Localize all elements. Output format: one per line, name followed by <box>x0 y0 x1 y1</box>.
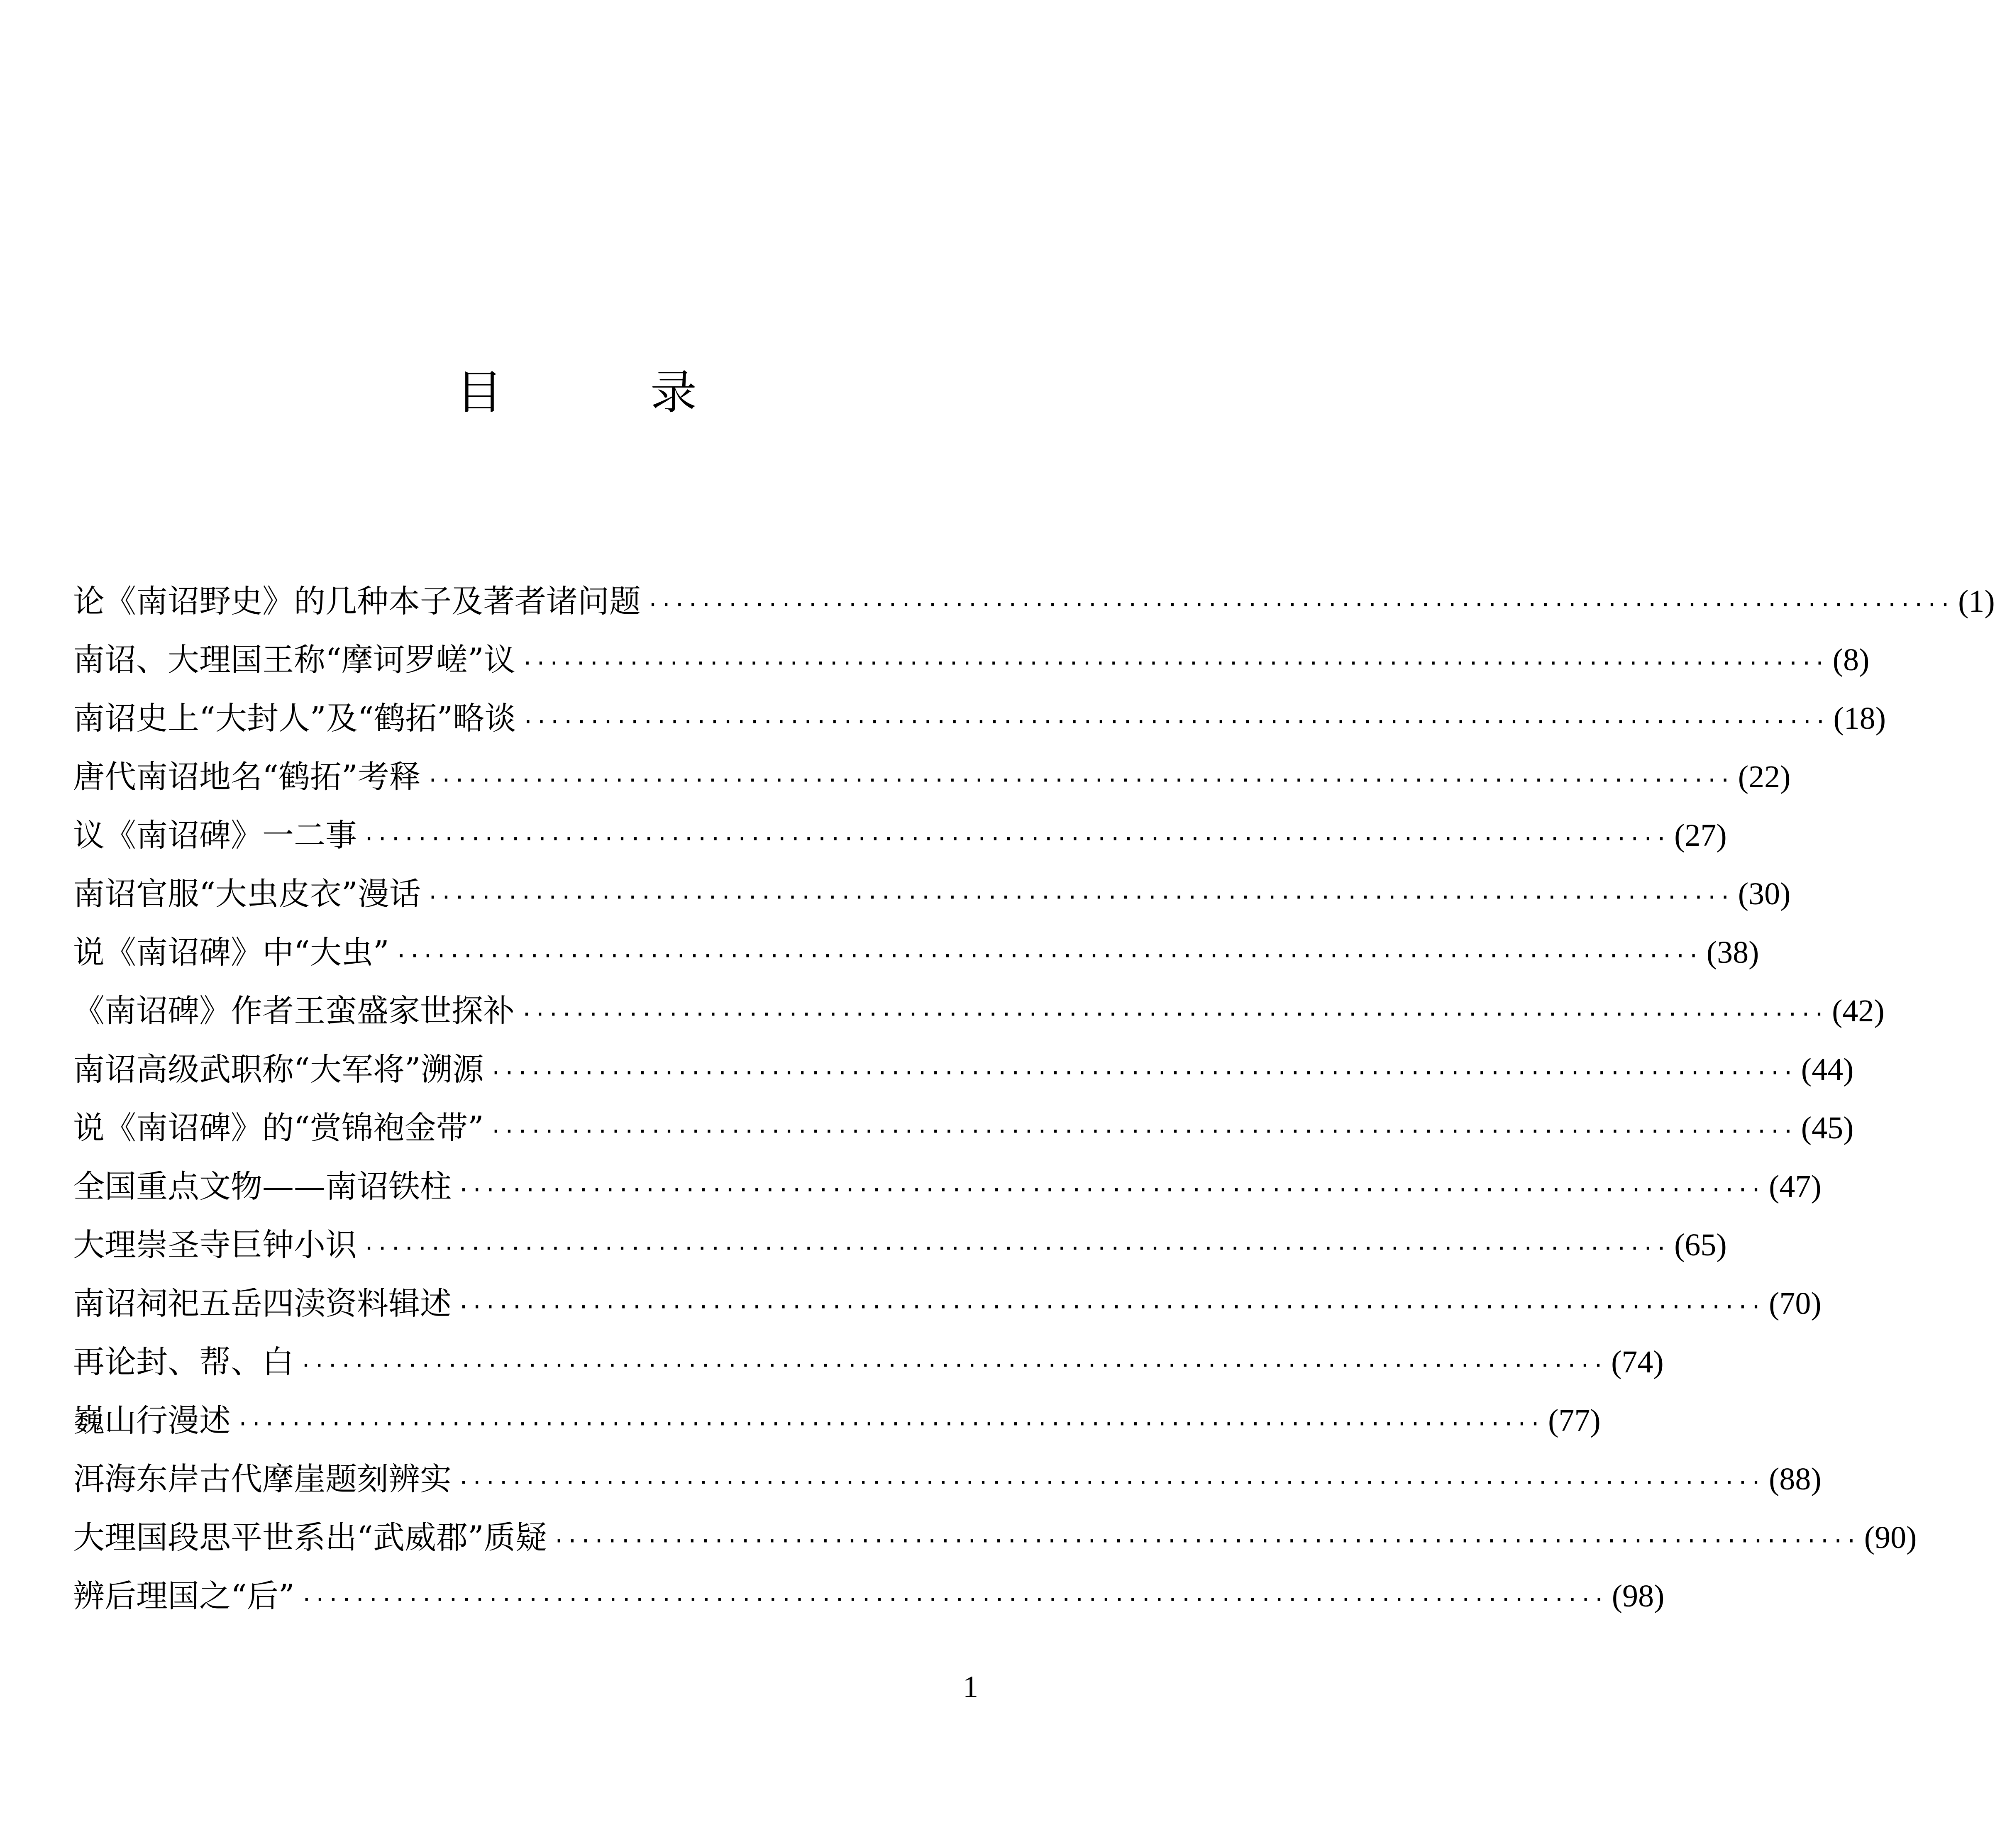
toc-dot-leader: ·································································································· <box>395 943 1701 968</box>
toc-entry-page: (30) <box>1738 876 1791 911</box>
toc-entry <box>73 630 1870 689</box>
page-title: 目 录 <box>456 366 697 420</box>
toc-entry <box>73 1099 1854 1157</box>
toc-dot-leader: ·································································································· <box>520 1002 1827 1026</box>
toc-entry-title: 南诏、大理国王称“摩诃罗嵯”议 <box>73 641 515 678</box>
toc-entry-page: (90) <box>1864 1520 1917 1555</box>
toc-entry-page: (65) <box>1674 1227 1727 1262</box>
toc-entry-title: 唐代南诏地名“鹤拓”考释 <box>73 758 421 795</box>
toc-entry <box>73 1040 1854 1099</box>
toc-entry <box>73 1274 1822 1333</box>
toc-entry <box>73 1391 1601 1450</box>
toc-dot-leader: ·································································································· <box>426 885 1732 909</box>
toc-dot-leader: ·································································································· <box>457 1177 1763 1202</box>
toc-entry-title: 大理崇圣寺巨钟小识 <box>73 1226 357 1263</box>
page-number: 1 <box>963 1670 978 1704</box>
toc-entry-page: (98) <box>1612 1578 1665 1614</box>
toc-entry-title: 南诏史上“大封人”及“鹤拓”略谈 <box>73 699 516 737</box>
toc-entry <box>73 572 1995 630</box>
toc-dot-leader: ·································································································· <box>363 1236 1669 1260</box>
toc-entry <box>73 806 1727 864</box>
toc-dot-leader: ·································································································· <box>300 1353 1606 1377</box>
toc-entry <box>73 747 1791 806</box>
toc-entry-page: (1) <box>1958 583 1995 619</box>
toc-entry-page: (44) <box>1801 1052 1854 1087</box>
toc-entry-page: (70) <box>1769 1286 1822 1321</box>
table-of-contents <box>73 572 1995 1625</box>
toc-entry-page: (38) <box>1706 935 1759 970</box>
toc-entry <box>73 1567 1665 1625</box>
toc-entry-page: (88) <box>1769 1461 1822 1496</box>
toc-entry-title: 南诏祠祀五岳四渎资料辑述 <box>73 1284 452 1322</box>
toc-entry-title: 说《南诏碑》中“大虫” <box>73 933 389 971</box>
toc-entry-title: 辨后理国之“后” <box>73 1577 295 1614</box>
toc-entry-page: (45) <box>1801 1110 1854 1145</box>
toc-entry <box>73 1157 1822 1216</box>
toc-entry-title: 大理国段思平世系出“武威郡”质疑 <box>73 1518 547 1556</box>
toc-entry-page: (18) <box>1833 701 1886 736</box>
toc-entry-page: (8) <box>1832 642 1870 677</box>
toc-entry-title: 全国重点文物——南诏铁柱 <box>73 1167 452 1205</box>
toc-dot-leader: ·································································································· <box>647 592 1953 617</box>
toc-dot-leader: ·································································································· <box>552 1528 1858 1553</box>
toc-dot-leader: ·································································································· <box>489 1060 1795 1085</box>
toc-entry <box>73 923 1759 981</box>
toc-dot-leader: ·································································································· <box>522 709 1828 734</box>
toc-dot-leader: ·································································································· <box>300 1587 1606 1611</box>
toc-entry-page: (74) <box>1611 1344 1664 1379</box>
toc-entry-title: 巍山行漫述 <box>73 1401 231 1439</box>
toc-entry-page: (27) <box>1674 818 1727 853</box>
toc-dot-leader: ·································································································· <box>489 1119 1795 1143</box>
toc-entry <box>73 1450 1822 1508</box>
toc-entry-page: (22) <box>1738 759 1791 794</box>
toc-entry <box>73 689 1886 747</box>
toc-entry <box>73 981 1885 1040</box>
toc-entry-title: 南诏高级武职称“大军将”溯源 <box>73 1050 484 1088</box>
toc-dot-leader: ·································································································· <box>521 651 1827 675</box>
toc-entry-page: (42) <box>1832 993 1885 1028</box>
toc-entry-title: 洱海东岸古代摩崖题刻辨实 <box>73 1460 452 1497</box>
toc-dot-leader: ·································································································· <box>237 1411 1543 1436</box>
toc-entry-page: (47) <box>1769 1169 1822 1204</box>
toc-entry-title: 说《南诏碑》的“赏锦袍金带” <box>73 1109 484 1146</box>
toc-dot-leader: ·································································································· <box>426 768 1732 792</box>
toc-dot-leader: ·································································································· <box>363 826 1669 851</box>
toc-entry <box>73 864 1791 923</box>
toc-entry <box>73 1508 1917 1567</box>
toc-entry-title: 论《南诏野史》的几种本子及著者诸问题 <box>73 582 641 620</box>
toc-dot-leader: ·································································································· <box>457 1470 1763 1494</box>
toc-entry-title: 议《南诏碑》一二事 <box>73 816 357 854</box>
toc-entry <box>73 1216 1727 1274</box>
toc-entry-title: 再论封、帮、白 <box>73 1343 294 1380</box>
toc-entry-title: 《南诏碑》作者王蛮盛家世探补 <box>73 992 515 1029</box>
toc-entry-title: 南诏官服“大虫皮衣”漫话 <box>73 875 421 912</box>
toc-entry-page: (77) <box>1548 1403 1601 1438</box>
toc-entry <box>73 1333 1664 1391</box>
toc-dot-leader: ·································································································· <box>457 1294 1763 1319</box>
